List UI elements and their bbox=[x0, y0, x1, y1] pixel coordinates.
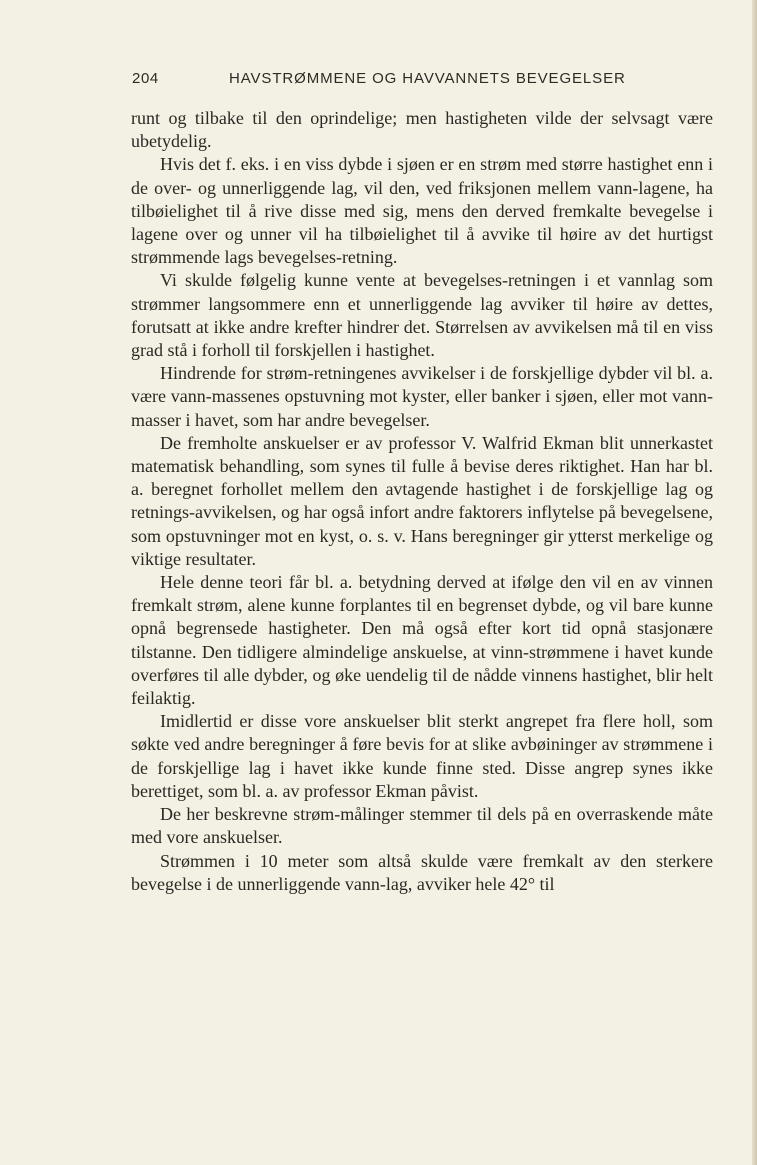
paragraph: Hele denne teori får bl. a. betydning derved at ifølge den vil en av vinnen fremkalt strøm, alene kunne forplantes til en begrenset dybde, og vil bare kunne opnå begrensede hastigheter. Den må også efter kort tid opnå stasjonære tilstanne. Den tidligere almindelige anskuelse, at vinn-strømmene i havet kunde overføres til alle dybder, og øke uendelig til de nådde vinnens hastighet, blir helt feilaktig. bbox=[131, 572, 713, 709]
paragraph: Vi skulde følgelig kunne vente at bevegelses-retningen i et vannlag som strømmer langsommere enn et unnerliggende lag avviker til høire av dettes, forutsatt at ikke andre krefter hindrer det. Størrelsen av avvikelsen må til en viss grad stå i forholl til forskjellen i hastighet. bbox=[131, 270, 713, 361]
paragraph: Imidlertid er disse vore anskuelser blit sterkt angrepet fra flere holl, som søkte ved andre beregninger å føre bevis for at slike avbøininger av strømmene i de forskjellige lag i havet ikke kunde finne sted. Disse angrep synes ikke berettiget, som bl. a. av professor Ekman påvist. bbox=[131, 711, 713, 801]
paragraph: runt og tilbake til den oprindelige; men hastigheten vilde der selvsagt være ubetydelig. bbox=[131, 108, 713, 152]
page-number: 204 bbox=[132, 70, 159, 87]
page-header bbox=[132, 70, 712, 92]
body-text bbox=[131, 107, 713, 896]
page-edge bbox=[752, 0, 757, 1165]
paragraph: Strømmen i 10 meter som altså skulde være fremkalt av den sterkere bevegelse i de unnerliggende vann-lag, avviker hele 42° til bbox=[131, 850, 713, 894]
paragraph: Hindrende for strøm-retningenes avvikelser i de forskjellige dybder vil bl. a. være vann-massenes opstuvning mot kyster, eller banker i sjøen, eller mot vann-masser i havet, som har andre bevegelser. bbox=[131, 363, 713, 430]
running-head: HAVSTRØMMENE OG HAVVANNETS BEVEGELSER bbox=[229, 70, 626, 87]
paragraph: De fremholte anskuelser er av professor V. Walfrid Ekman blit unnerkastet matematisk behandling, som synes til fulle å bevise deres riktighet. Han har bl. a. beregnet forhollet mellem den avtagende hastighet i de forskjellige lag og retnings-avvikelsen, og har også infort andre faktorers inflytelse på bevegelsene, som opstuvninger mot en kyst, o. s. v. Hans beregninger gir ytterst merkelige og viktige resultater. bbox=[131, 432, 713, 569]
paragraph: Hvis det f. eks. i en viss dybde i sjøen er en strøm med større hastighet enn i de over- og unnerliggende lag, vil den, ved friksjonen mellem vann-lagene, ha tilbøielighet til å rive disse med sig, mens den derved fremkalte bevegelse i lagene over og unner vil ha tilbøielighet til å avvike til høire av det hurtigst strømmende lags bevegelses-retning. bbox=[131, 154, 713, 268]
paragraph: De her beskrevne strøm-målinger stemmer til dels på en overraskende måte med vore anskuelser. bbox=[131, 804, 713, 848]
